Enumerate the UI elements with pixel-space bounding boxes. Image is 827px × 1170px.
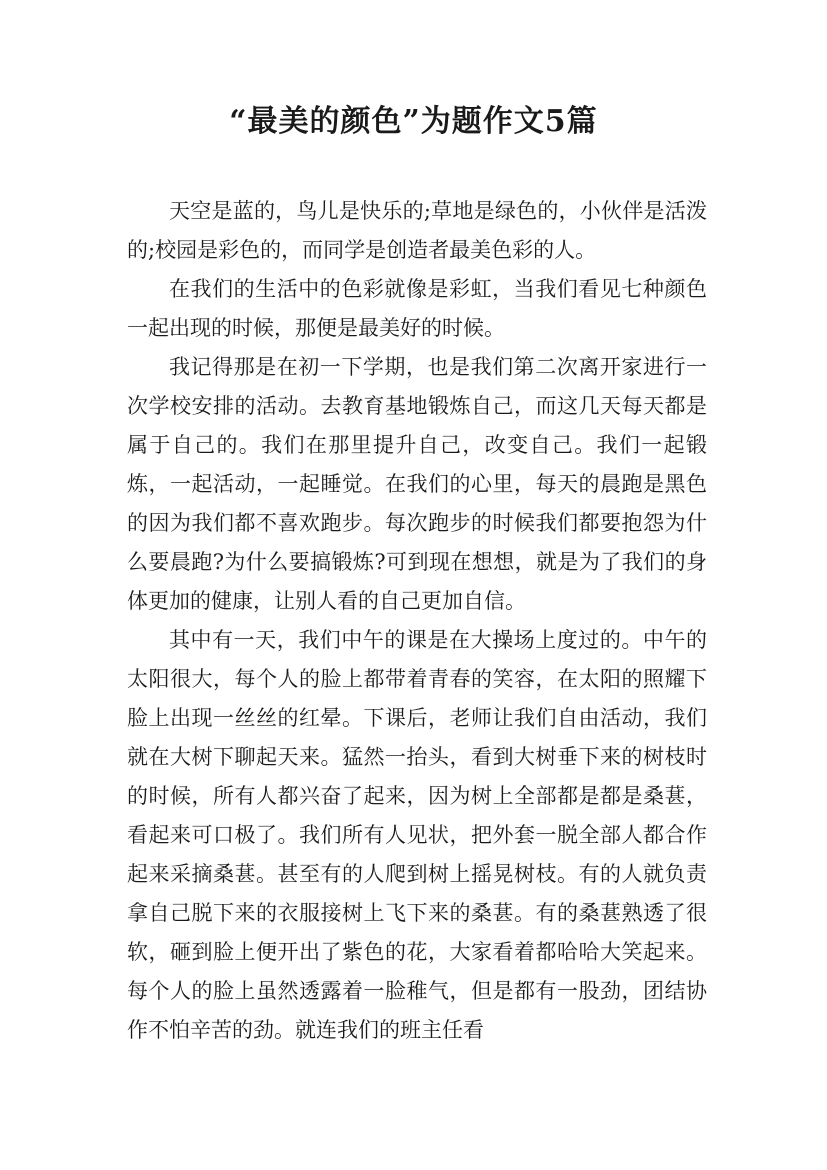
paragraph-3: 我记得那是在初一下学期，也是我们第二次离开家进行一次学校安排的活动。去教育基地锻炼自己，而这几天每天都是属于自己的。我们在那里提升自己，改变自己。我们一起锻炼，一起活动，一起睡觉。在我们的心里，每天的晨跑是黑色的因为我们都不喜欢跑步。每次跑步的时候我们都要抱怨为什么要晨跑?为什么要搞锻炼?可到现在想想，就是为了我们的身体更加的健康，让别人看的自己更加自信。 xyxy=(127,355,707,613)
document-title: “最美的颜色”为题作文5篇 xyxy=(229,104,598,139)
paragraph-4: 其中有一天，我们中午的课是在大操场上度过的。中午的太阳很大，每个人的脸上都带着青春的笑容，在太阳的照耀下脸上出现一丝丝的红晕。下课后，老师让我们自由活动，我们就在大树下聊起天来。猛然一抬头，看到大树垂下来的树枝时的时候，所有人都兴奋了起来，因为树上全部都是都是桑葚，看起来可口极了。我们所有人见状，把外套一脱全部人都合作起来采摘桑葚。甚至有的人爬到树上摇晃树枝。有的人就负责拿自己脱下来的衣服接树上飞下来的桑葚。有的桑葚熟透了很软，砸到脸上便开出了紫色的花，大家看着都哈哈大笑起来。每个人的脸上虽然透露着一脸稚气，但是都有一股劲，团结协作不怕辛苦的劲。就连我们的班主任看 xyxy=(127,628,707,1042)
paragraph-1: 天空是蓝的，鸟儿是快乐的;草地是绿色的，小伙伴是活泼的;校园是彩色的，而同学是创造者最美色彩的人。 xyxy=(127,199,707,262)
document-body xyxy=(127,192,707,1050)
paragraph-2: 在我们的生活中的色彩就像是彩虹，当我们看见七种颜色一起出现的时候，那便是最美好的时候。 xyxy=(127,277,707,340)
